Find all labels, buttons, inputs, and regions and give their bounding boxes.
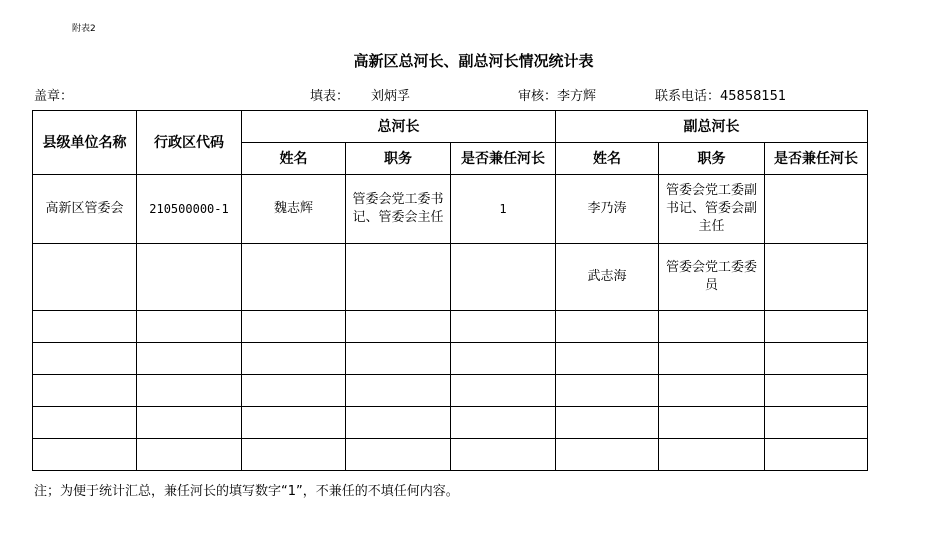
cell-deputy-concurrent [765,407,868,439]
header-deputy-position: 职务 [659,143,765,175]
page-title: 高新区总河长、副总河长情况统计表 [353,52,594,70]
table-row [33,439,868,471]
cell-chief-concurrent [451,407,556,439]
annex-label: 附表2 [72,24,96,34]
cell-chief-name [242,375,346,407]
cell-unit [33,439,137,471]
header-chief-name: 姓名 [242,143,346,175]
cell-unit [33,375,137,407]
header-chief-concurrent: 是否兼任河长 [451,143,556,175]
cell-deputy-concurrent [765,375,868,407]
table-row [33,175,868,244]
cell-code [137,407,242,439]
cell-chief-name [242,244,346,311]
cell-chief-concurrent: 1 [451,175,556,244]
header-unit: 县级单位名称 [33,111,137,175]
cell-chief-position [346,407,451,439]
header-row-group [33,111,868,143]
cell-deputy-position [659,407,765,439]
reviewer-label: 审核： [518,89,558,104]
cell-unit [33,343,137,375]
cell-unit [33,311,137,343]
cell-deputy-position [659,375,765,407]
cell-code [137,244,242,311]
seal-field [34,85,73,104]
filler-label: 填表： [310,89,350,104]
table-row [33,375,868,407]
cell-deputy-position [659,343,765,375]
cell-code: 210500000-1 [137,175,242,244]
cell-unit: 高新区管委会 [33,175,137,244]
cell-chief-name [242,407,346,439]
table-row [33,343,868,375]
cell-chief-concurrent [451,439,556,471]
cell-deputy-name [556,343,659,375]
cell-deputy-name: 武志海 [556,244,659,311]
header-deputy-group: 副总河长 [556,111,868,143]
cell-chief-concurrent [451,244,556,311]
cell-code [137,311,242,343]
header-deputy-concurrent: 是否兼任河长 [765,143,868,175]
phone-field [655,85,786,104]
cell-code [137,375,242,407]
cell-chief-concurrent [451,343,556,375]
cell-deputy-position: 管委会党工委委员 [659,244,765,311]
cell-chief-name [242,439,346,471]
cell-code [137,439,242,471]
cell-chief-position: 管委会党工委书记、管委会主任 [346,175,451,244]
cell-chief-position [346,439,451,471]
statistics-table [32,110,868,471]
header-deputy-name: 姓名 [556,143,659,175]
cell-chief-position [346,343,451,375]
cell-chief-name [242,311,346,343]
cell-deputy-name: 李乃涛 [556,175,659,244]
cell-deputy-concurrent [765,311,868,343]
cell-deputy-concurrent [765,439,868,471]
cell-chief-position [346,311,451,343]
header-chief-position: 职务 [346,143,451,175]
header-chief-group: 总河长 [242,111,556,143]
cell-chief-name [242,343,346,375]
filler-field [310,85,410,104]
phone-value: 45858151 [720,89,787,104]
cell-unit [33,407,137,439]
cell-chief-concurrent [451,311,556,343]
cell-deputy-name [556,407,659,439]
table-row [33,311,868,343]
footnote: 注；为便于统计汇总，兼任河长的填写数字“1”，不兼任的不填任何内容。 [34,484,459,499]
cell-deputy-position [659,439,765,471]
reviewer-name: 李方辉 [557,89,597,104]
reviewer-field [518,85,596,104]
cell-chief-name: 魏志辉 [242,175,346,244]
table-row [33,244,868,311]
cell-unit [33,244,137,311]
cell-code [137,343,242,375]
cell-deputy-name [556,375,659,407]
cell-deputy-name [556,439,659,471]
cell-chief-concurrent [451,375,556,407]
cell-deputy-position: 管委会党工委副书记、管委会副主任 [659,175,765,244]
cell-deputy-concurrent [765,244,868,311]
cell-deputy-position [659,311,765,343]
seal-label: 盖章： [34,89,74,104]
cell-chief-position [346,244,451,311]
phone-label: 联系电话： [655,89,721,104]
table-row [33,407,868,439]
filler-name: 刘炳孚 [371,89,411,104]
cell-deputy-name [556,311,659,343]
cell-deputy-concurrent [765,175,868,244]
cell-chief-position [346,375,451,407]
cell-deputy-concurrent [765,343,868,375]
header-code: 行政区代码 [137,111,242,175]
